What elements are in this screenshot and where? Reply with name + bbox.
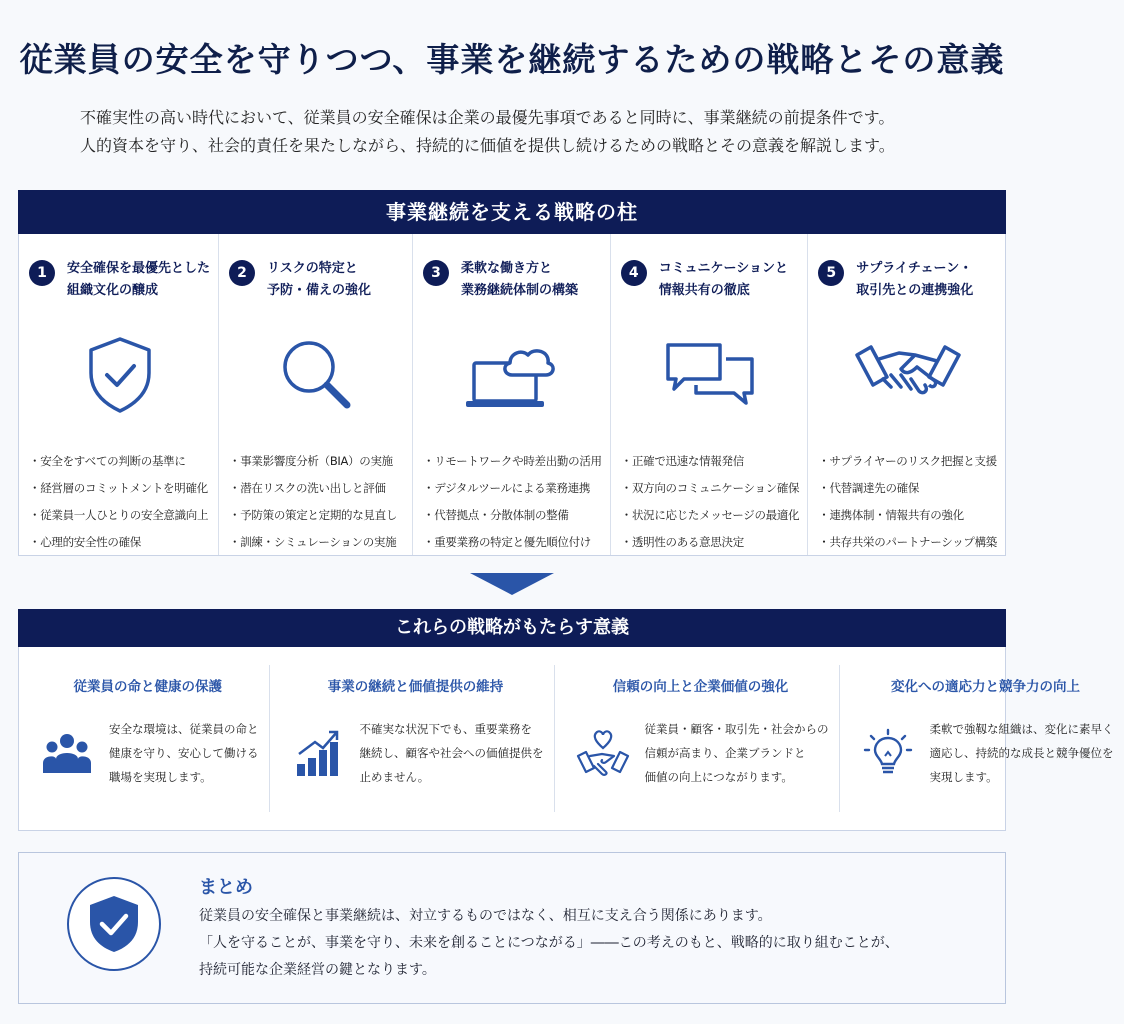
pillar-point-list [229,448,404,556]
heart-handshake-icon [573,728,633,778]
list-item: ・ 連携体制・情報共有の強化 [818,502,997,529]
intro-line: 人的資本を守り、社会的責任を果たしながら、持続的に価値を提供し続けるための戦略とその意義を解説します。 [80,136,895,155]
down-arrow-icon [470,573,554,595]
significance-card [270,665,555,812]
pillar-point-list [621,448,800,556]
significance-title: 従業員の命と健康の保護 [73,679,222,695]
significance-text: 従業員・顧客・取引先・社会からの 信頼が高まり、企業ブランドと 価値の向上につながります。 [644,722,829,784]
list-item: ・ 代替拠点・分散体制の整備 [423,502,602,529]
significance-panel [18,647,1114,831]
significance-card [840,665,1124,812]
pillar-title: コミュニケーションと 情報共有の徹底 [658,261,788,298]
pillar-number-badge: 4 [621,260,647,286]
significance-card [19,665,270,812]
significance-text: 柔軟で強靱な組織は、変化に素早く 適応し、持続的な成長と競争優位を 実現します。 [929,722,1114,784]
list-item: ・ 透明性のある意思決定 [621,529,800,556]
list-item: ・ サプライヤーのリスク把握と支援 [818,448,997,475]
list-item: ・ 訓練・シミュレーションの実施 [229,529,404,556]
pillar-card [19,234,219,555]
summary-text: 従業員の安全確保と事業継続は、対立するものではなく、相互に支え合う関係にあります。 「人を守ることが、事業を守り、未来を創ることにつながる」――この考えのもと、戦略的に取り組むことが、 持続可能な企業経営の鍵となります。 [199,908,899,978]
page-title: 従業員の安全を守りつつ、事業を継続するための戦略とその意義 [19,40,1005,79]
growth-chart-icon [288,728,348,778]
significance-title: 信頼の向上と企業価値の強化 [612,679,789,695]
significance-text: 不確実な状況下でも、重要業務を 継続し、顧客や社会への価値提供を 止めません。 [359,722,544,784]
list-item: ・ 経営層のコミットメントを明確化 [29,475,210,502]
pillar-card [413,234,611,555]
pillar-point-list [29,448,210,556]
pillar-card [808,234,1005,555]
summary-panel [18,852,1006,1004]
pillar-number-badge: 5 [818,260,844,286]
people-icon [37,731,97,775]
list-item: ・ 事業影響度分析（BIA）の実施 [229,448,404,475]
significance-title: 変化への適応力と競争力の向上 [891,679,1080,695]
significance-title: 事業の継続と価値提供の維持 [327,679,504,695]
pillar-title: 柔軟な働き方と 業務継続体制の構築 [460,261,578,298]
pillar-title: サプライチェーン・ 取引先との連携強化 [856,261,974,298]
intro-text [80,104,960,160]
pillar-number-badge: 1 [29,260,55,286]
list-item: ・ 安全をすべての判断の基準に [29,448,210,475]
cloud-laptop-icon [423,320,602,430]
intro-line: 不確実性の高い時代において、従業員の安全確保は企業の最優先事項であると同時に、事業継続の前提条件です。 [80,108,895,127]
list-item: ・ デジタルツールによる業務連携 [423,475,602,502]
summary-title: まとめ [199,877,253,898]
list-item: ・ 重要業務の特定と優先順位付け [423,529,602,556]
handshake-icon [818,320,997,430]
significance-text: 安全な環境は、従業員の命と 健康を守り、安心して働ける 職場を実現します。 [109,722,259,784]
pillar-title: リスクの特定と 予防・備えの強化 [267,261,372,298]
list-item: ・ 状況に応じたメッセージの最適化 [621,502,800,529]
list-item: ・ 従業員一人ひとりの安全意識向上 [29,502,210,529]
list-item: ・ 双方向のコミュニケーション確保 [621,475,800,502]
significance-section-header: これらの戦略がもたらす意義 [18,609,1006,647]
magnifier-icon [229,320,404,430]
list-item: ・ 潜在リスクの洗い出しと評価 [229,475,404,502]
pillars-panel [18,234,1006,556]
list-item: ・ 予防策の策定と定期的な見直し [229,502,404,529]
pillar-number-badge: 3 [423,260,449,286]
list-item: ・ 正確で迅速な情報発信 [621,448,800,475]
list-item: ・ 代替調達先の確保 [818,475,997,502]
list-item: ・ 心理的安全性の確保 [29,529,210,556]
shield-check-icon [67,877,161,971]
significance-card [555,665,840,812]
pillar-point-list [818,448,997,556]
pillar-number-badge: 2 [229,260,255,286]
pillar-card [611,234,809,555]
pillar-title: 安全確保を最優先とした 組織文化の醸成 [67,261,211,298]
pillars-section-header: 事業継続を支える戦略の柱 [18,190,1006,234]
shield-check-icon [29,320,210,430]
lightbulb-icon [858,728,918,778]
list-item: ・ 共存共栄のパートナーシップ構築 [818,529,997,556]
pillar-point-list [423,448,602,556]
list-item: ・ リモートワークや時差出勤の活用 [423,448,602,475]
pillar-card [219,234,413,555]
chat-bubbles-icon [621,320,800,430]
